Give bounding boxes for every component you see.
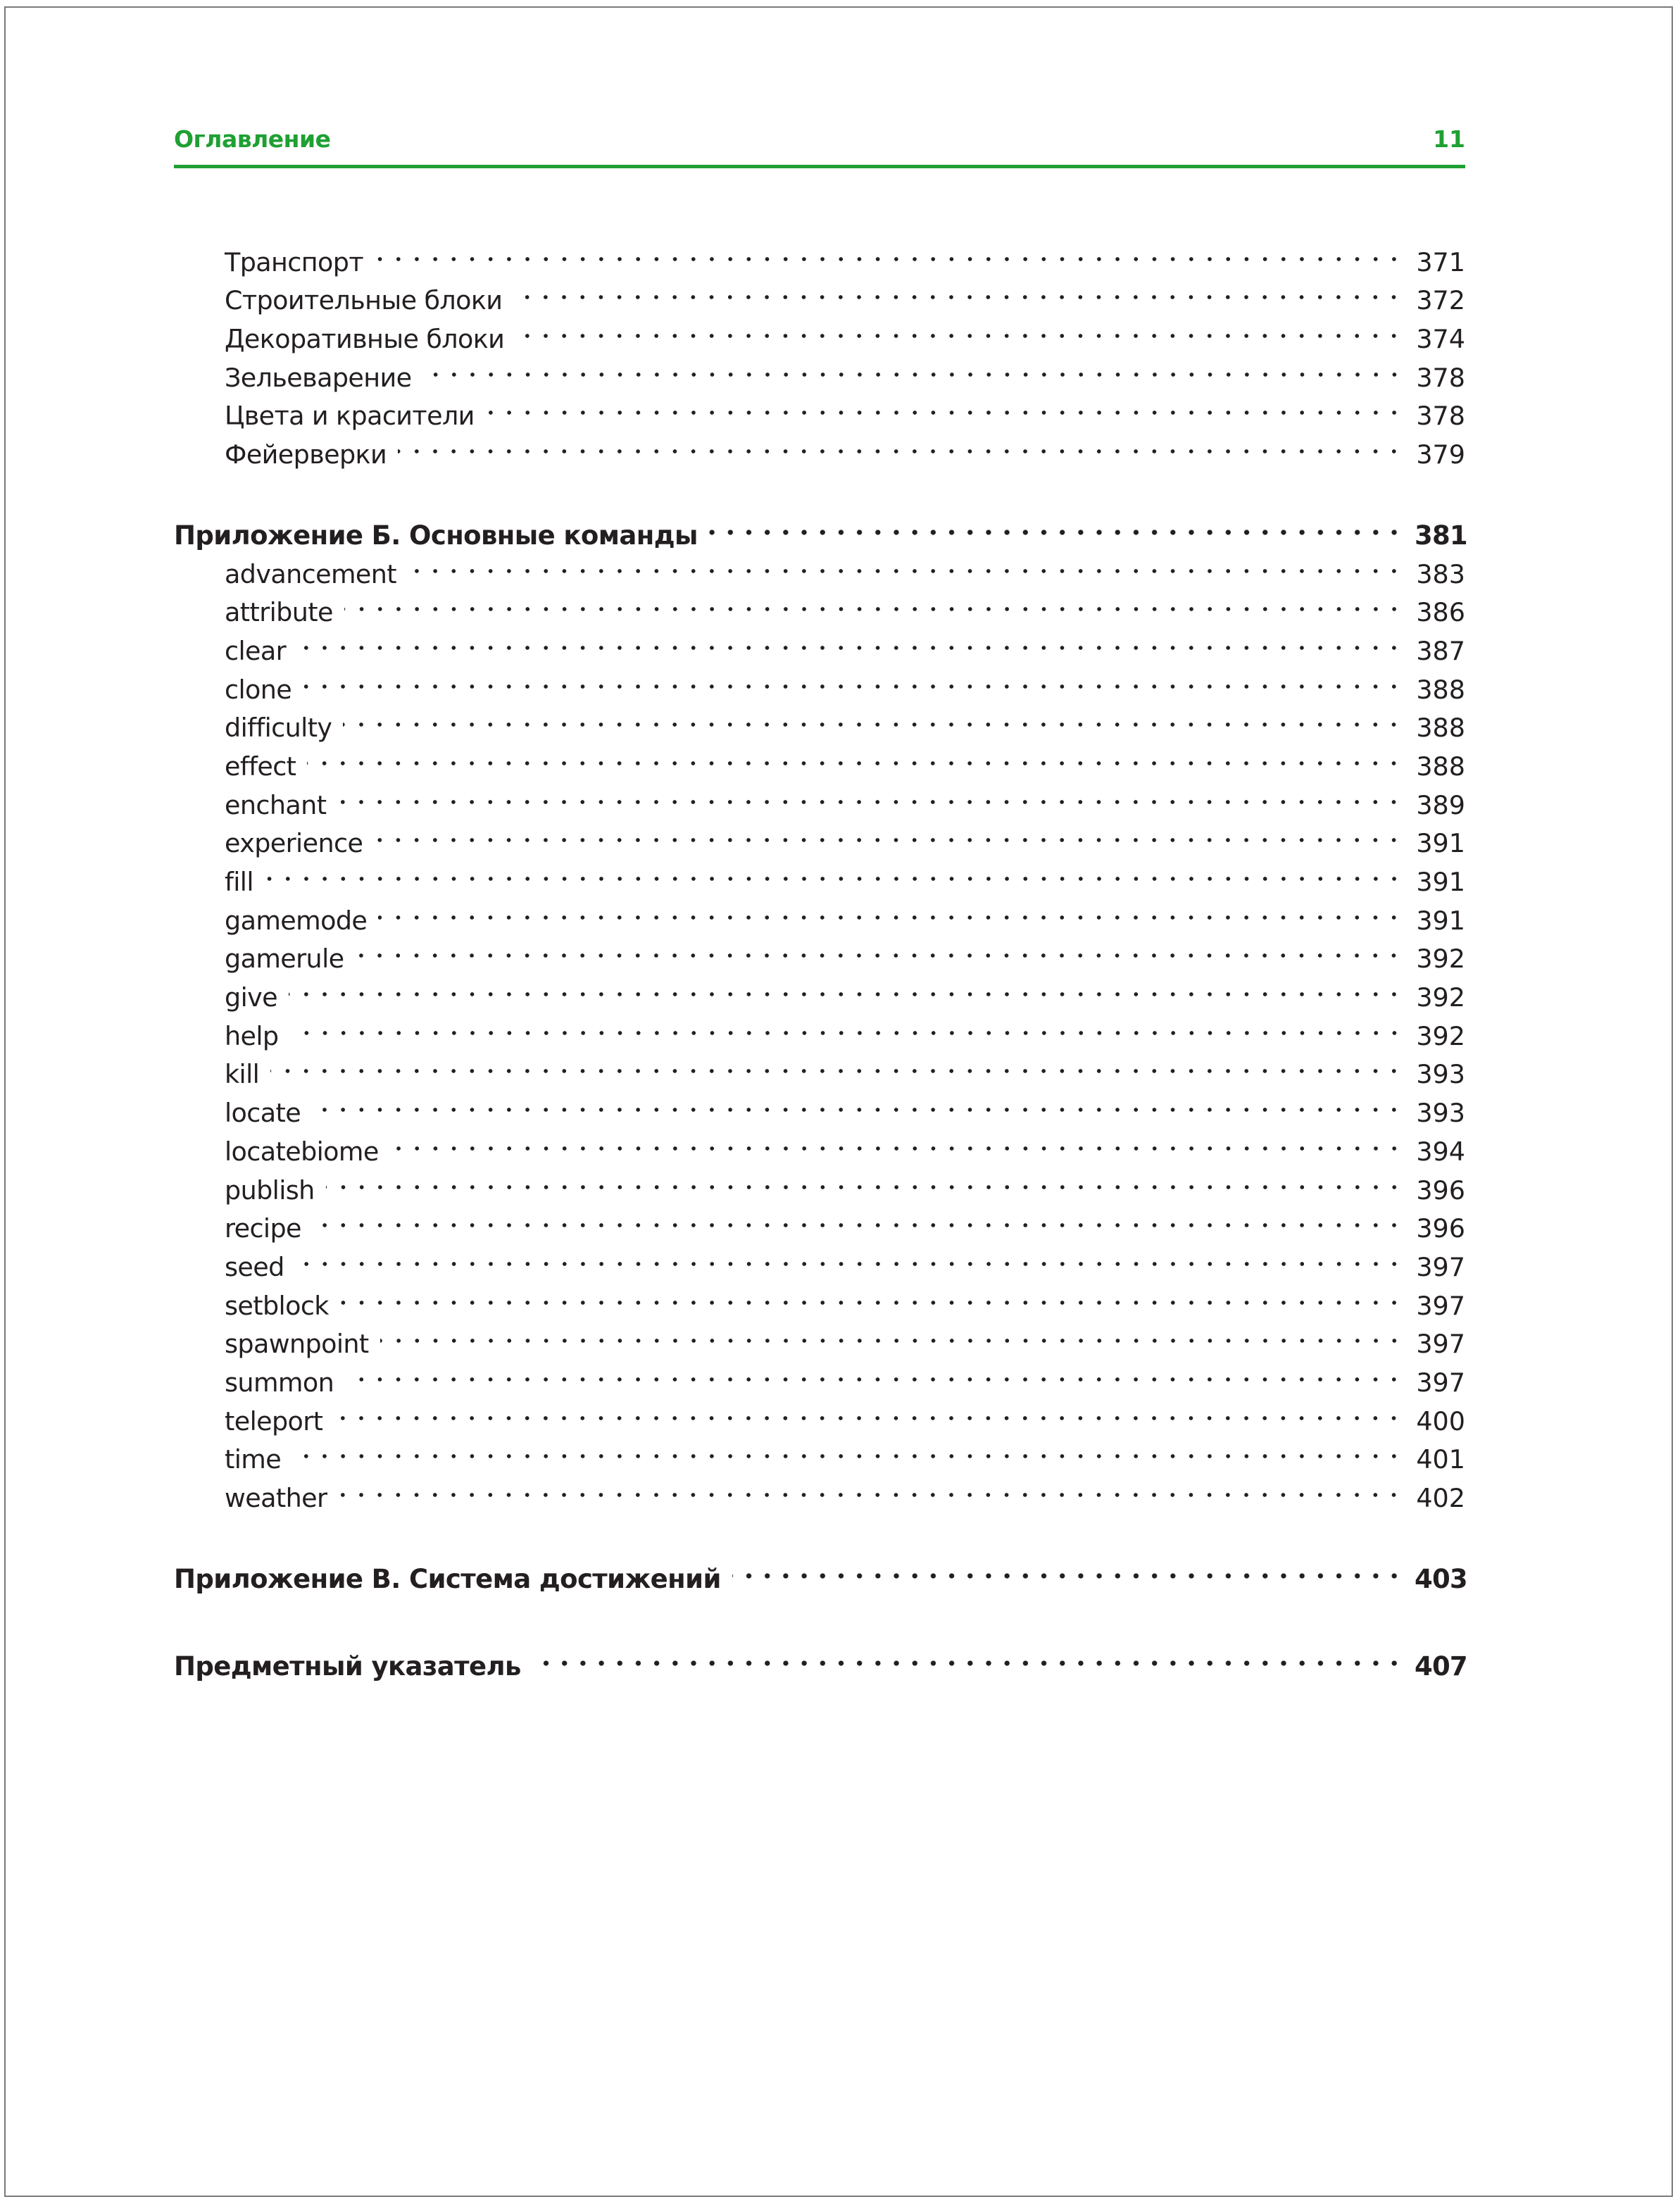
dot-leader: [337, 775, 1403, 814]
toc-entry-page: 383: [1416, 558, 1465, 589]
toc-entry-label: kill: [225, 1056, 270, 1094]
dot-leader: [398, 425, 1403, 463]
dot-leader: [326, 1160, 1403, 1199]
toc-entry-label: help: [225, 1018, 290, 1056]
toc-entry-label: teleport: [225, 1403, 334, 1441]
toc-chapter-appendix-v[interactable]: [174, 1549, 1467, 1594]
toc-chapter-label: Приложение Б. Основные команды: [174, 517, 709, 556]
toc-entry-page: 397: [1416, 1251, 1465, 1282]
dot-leader: [338, 1468, 1403, 1507]
toc-entry-label: time: [225, 1441, 292, 1479]
dot-leader: [312, 1083, 1403, 1122]
toc-entry[interactable]: [174, 1353, 1465, 1398]
dot-leader: [303, 660, 1403, 699]
appendix-b-items-group: [174, 544, 1465, 1513]
toc-chapter-page: 381: [1415, 520, 1467, 551]
dot-leader: [374, 814, 1403, 853]
toc-entry-label: spawnpoint: [225, 1325, 380, 1364]
toc-entry[interactable]: [174, 1160, 1465, 1206]
toc-chapter-page: 403: [1415, 1563, 1467, 1594]
toc-entry-page: 394: [1416, 1136, 1465, 1167]
toc-entry[interactable]: [174, 929, 1465, 975]
toc-entry-label: setblock: [225, 1287, 340, 1326]
dot-leader: [296, 1237, 1403, 1276]
toc-entry-page: 396: [1416, 1175, 1465, 1206]
dot-leader: [344, 583, 1403, 622]
dot-leader: [513, 271, 1403, 310]
toc-entry[interactable]: [174, 1430, 1465, 1475]
toc-chapter-label: Предметный указатель: [174, 1648, 532, 1686]
toc-entry-page: 396: [1416, 1213, 1465, 1244]
dot-leader: [313, 1199, 1403, 1238]
toc-entry-label: give: [225, 979, 289, 1018]
toc-entry[interactable]: [174, 1315, 1465, 1360]
toc-entry-page: 402: [1416, 1483, 1465, 1513]
toc-entry-label: gamerule: [225, 940, 355, 979]
toc-entry-page: 388: [1416, 713, 1465, 744]
dot-leader: [292, 1430, 1403, 1469]
toc-entry-label: fill: [225, 863, 265, 902]
dot-leader: [375, 232, 1403, 271]
toc-entry-page: 391: [1416, 867, 1465, 897]
intro-items-group: [174, 232, 1465, 470]
toc-entry-page: 378: [1416, 362, 1465, 393]
toc-entry[interactable]: [174, 544, 1465, 589]
toc-entry[interactable]: [174, 1468, 1465, 1513]
toc-entry-label: locate: [225, 1094, 312, 1133]
toc-entry-label: locatebiome: [225, 1133, 390, 1172]
toc-entry-page: 389: [1416, 789, 1465, 820]
toc-chapter-appendix-b[interactable]: [174, 506, 1467, 551]
toc-entry-page: 393: [1416, 1059, 1465, 1090]
toc-entry[interactable]: [174, 1237, 1465, 1282]
toc-entry[interactable]: [174, 1276, 1465, 1321]
toc-entry-label: Транспорт: [225, 244, 375, 282]
toc-entry-label: gamemode: [225, 902, 378, 941]
toc-entry[interactable]: [174, 348, 1465, 393]
toc-entry-label: advancement: [225, 556, 408, 594]
toc-entry[interactable]: [174, 891, 1465, 936]
toc-entry[interactable]: [174, 814, 1465, 859]
toc-entry[interactable]: [174, 968, 1465, 1013]
toc-entry-label: Декоративные блоки: [225, 320, 515, 359]
toc-entry[interactable]: [174, 1391, 1465, 1436]
toc-entry-label: experience: [225, 825, 374, 863]
toc-entry-page: 379: [1416, 439, 1465, 470]
toc-chapter-label: Приложение В. Система достижений: [174, 1560, 732, 1599]
toc-entry-label: seed: [225, 1248, 296, 1287]
toc-entry[interactable]: [174, 1045, 1465, 1090]
toc-entry[interactable]: [174, 1083, 1465, 1129]
dot-leader: [334, 1391, 1403, 1430]
toc-entry[interactable]: [174, 1122, 1465, 1167]
dot-leader: [390, 1122, 1403, 1160]
dot-leader: [532, 1637, 1403, 1676]
toc-entry[interactable]: [174, 583, 1465, 628]
toc-entry[interactable]: [174, 1199, 1465, 1244]
dot-leader: [270, 1045, 1403, 1084]
toc-entry-label: Цвета и красители: [225, 397, 486, 436]
toc-entry-page: 397: [1416, 1290, 1465, 1321]
toc-entry-label: weather: [225, 1479, 338, 1518]
toc-entry-label: summon: [225, 1364, 345, 1403]
toc-entry-label: recipe: [225, 1210, 313, 1248]
toc-entry[interactable]: [174, 852, 1465, 897]
toc-entry-page: 393: [1416, 1098, 1465, 1129]
toc-entry-page: 388: [1416, 751, 1465, 782]
dot-leader: [290, 1006, 1404, 1045]
toc-entry-page: 378: [1416, 401, 1465, 432]
toc-entry-page: 388: [1416, 674, 1465, 705]
dot-leader: [340, 1276, 1403, 1315]
toc-chapter-page: 407: [1415, 1651, 1467, 1682]
table-of-contents: [174, 232, 1467, 1682]
toc-entry[interactable]: [174, 309, 1465, 355]
dot-leader: [380, 1315, 1403, 1353]
toc-entry-page: 392: [1416, 982, 1465, 1013]
page-number: 11: [1433, 125, 1465, 153]
toc-entry[interactable]: [174, 271, 1465, 316]
dot-leader: [265, 852, 1403, 891]
toc-entry-page: 392: [1416, 1020, 1465, 1051]
toc-entry-label: effect: [225, 748, 307, 787]
toc-entry-page: 392: [1416, 944, 1465, 975]
toc-entry[interactable]: [174, 425, 1465, 470]
toc-entry-page: 400: [1416, 1405, 1465, 1436]
toc-entry[interactable]: [174, 621, 1465, 666]
toc-entry-page: 391: [1416, 828, 1465, 859]
running-header-title: Оглавление: [174, 125, 331, 153]
toc-entry-label: publish: [225, 1172, 326, 1210]
toc-entry[interactable]: [174, 232, 1465, 277]
toc-entry-page: 391: [1416, 905, 1465, 936]
toc-entry-page: 374: [1416, 324, 1465, 355]
toc-entry-page: 397: [1416, 1367, 1465, 1398]
toc-entry[interactable]: [174, 775, 1465, 820]
dot-leader: [486, 387, 1403, 425]
dot-leader: [709, 506, 1403, 544]
toc-chapter-index[interactable]: [174, 1637, 1467, 1682]
dot-leader: [307, 737, 1403, 775]
dot-leader: [297, 621, 1403, 660]
toc-entry-label: attribute: [225, 594, 344, 632]
toc-entry-page: 401: [1416, 1444, 1465, 1475]
dot-leader: [408, 544, 1403, 583]
toc-entry[interactable]: [174, 699, 1465, 744]
dot-leader: [515, 309, 1403, 348]
toc-entry-page: 387: [1416, 635, 1465, 666]
toc-entry[interactable]: [174, 737, 1465, 782]
toc-entry-label: clear: [225, 632, 297, 671]
toc-entry-label: Строительные блоки: [225, 282, 513, 320]
dot-leader: [289, 968, 1403, 1006]
dot-leader: [345, 1353, 1403, 1391]
toc-entry-page: 397: [1416, 1329, 1465, 1360]
running-header: [174, 125, 1465, 168]
toc-entry[interactable]: [174, 660, 1465, 705]
toc-entry-page: 372: [1416, 285, 1465, 316]
toc-entry[interactable]: [174, 387, 1465, 432]
toc-entry-label: enchant: [225, 787, 337, 825]
dot-leader: [343, 699, 1403, 737]
dot-leader: [423, 348, 1404, 387]
dot-leader: [378, 891, 1403, 929]
toc-entry-label: Зельеварение: [225, 359, 423, 398]
toc-entry-page: 386: [1416, 597, 1465, 628]
dot-leader: [732, 1549, 1403, 1588]
toc-entry-page: 371: [1416, 246, 1465, 277]
toc-entry[interactable]: [174, 1006, 1465, 1051]
dot-leader: [355, 929, 1403, 968]
toc-entry-label: clone: [225, 671, 303, 710]
toc-entry-label: difficulty: [225, 709, 343, 748]
toc-entry-label: Фейерверки: [225, 436, 398, 475]
